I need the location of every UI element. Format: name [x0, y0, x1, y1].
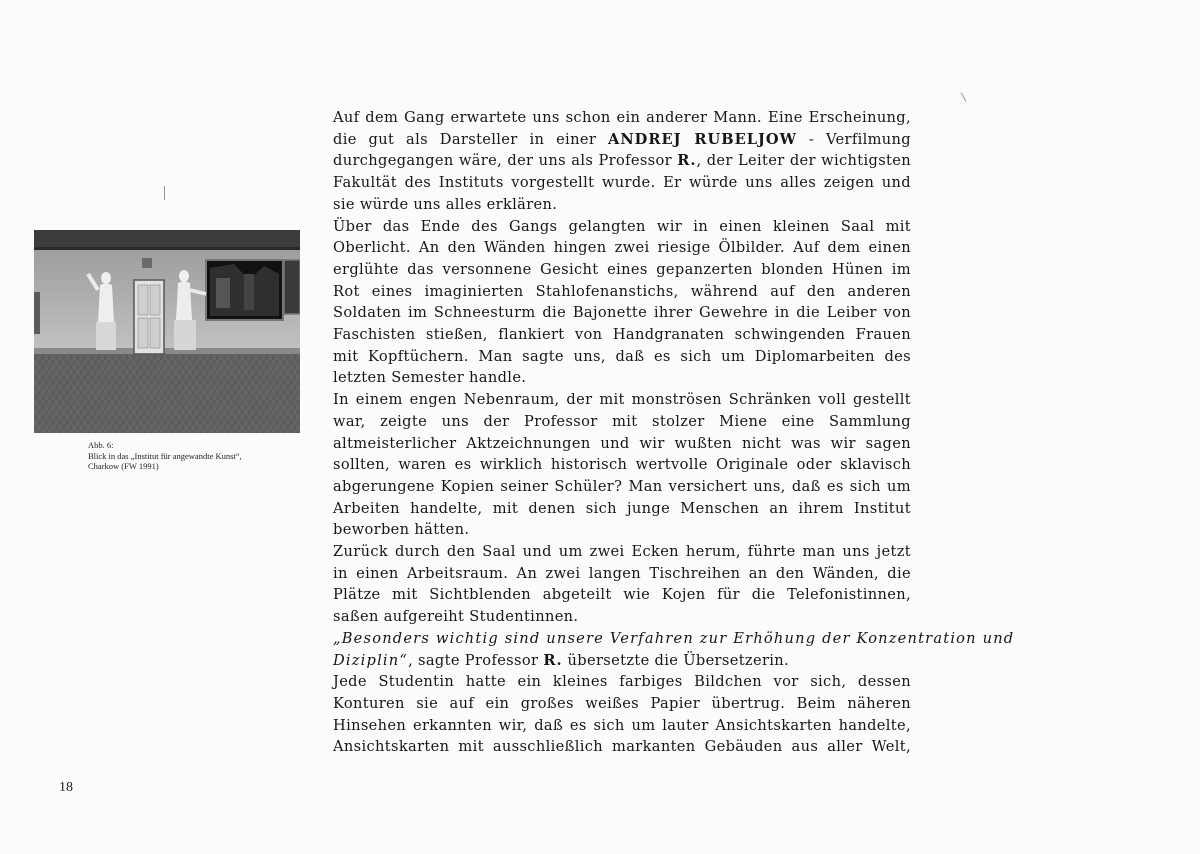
professor-initial: R. [543, 651, 563, 669]
text-line: war, zeigte uns der Professor mit stolzer Miene eine Sammlung [333, 412, 911, 430]
text-line: Rot eines imaginierten Stahlofenanstichs, während auf den anderen [333, 282, 911, 300]
text-line: Soldaten im Schneesturm die Bajonette ihrer Gewehre in die Leiber von [333, 304, 911, 322]
body-text [333, 107, 1015, 758]
text-line: letzten Semester handle. [333, 369, 527, 387]
caption-label: Abb. 6: [88, 440, 114, 450]
text-line: Oberlicht. An den Wänden hingen zwei riesige Ölbilder. Auf dem einen [333, 239, 911, 257]
text-line: sollten, waren es wirklich historisch wertvolle Originale oder sklavisch [333, 456, 911, 474]
text-line: mit Kopftüchern. Man sagte uns, daß es sich um Diplomarbeiten des [333, 347, 911, 365]
text-line: abgerungene Kopien seiner Schüler? Man versichert uns, daß es sich um [333, 477, 911, 495]
quote-line: „Besonders wichtig sind unsere Verfahren zur Erhöhung der Konzentration und [333, 629, 1015, 647]
quote-end: Diziplin“ [333, 651, 409, 669]
page-number: 18 [59, 780, 73, 795]
text-line: Konturen sie auf ein großes weißes Papier übertrug. Beim näheren [333, 694, 911, 712]
text-line: Arbeiten handelte, mit denen sich junge Menschen an ihrem Institut [333, 499, 911, 517]
text-line: Ansichtskarten mit ausschließlich markanten Gebäuden aus aller Welt, [333, 738, 911, 756]
text-line: Auf dem Gang erwartete uns schon ein anderer Mann. Eine Erscheinung, [333, 109, 911, 126]
text-line: Zurück durch den Saal und um zwei Ecken herum, führte man uns jetzt [333, 543, 911, 561]
text-line: in einen Arbeitsraum. An zwei langen Tischreihen an den Wänden, die [333, 564, 911, 582]
gallery-photo [34, 230, 300, 433]
text-line: Faschisten stießen, flankiert von Handgranaten schwingenden Frauen [333, 326, 911, 344]
text-line: altmeisterlicher Aktzeichnungen und wir wußten nicht was wir sagen [333, 434, 911, 452]
text-line: beworben hätten. [333, 521, 470, 539]
text-line: In einem engen Nebenraum, der mit monströsen Schränken voll gestellt [333, 391, 911, 409]
film-title: ANDREJ RUBELJOW [608, 130, 797, 148]
text-line: die gut als Darsteller in einer ANDREJ RUBELJOW - Verfilmung [333, 130, 912, 148]
caption-line: Blick in das „Institut für angewandte Kunst“, [88, 450, 242, 461]
text-line: erglühte das versonnene Gesicht eines gepanzerten blonden Hünen im [333, 260, 911, 278]
scan-mark [164, 186, 165, 200]
text-line: Diziplin“, sagte Professor R. übersetzte die Übersetzerin. [333, 651, 790, 669]
professor-initial: R. [677, 152, 697, 170]
caption-line: Charkow (FW 1991) [88, 461, 159, 471]
text-line: Hinsehen erkannten wir, daß es sich um lauter Ansichtskarten handelte, [333, 716, 911, 734]
text-line: durchgegangen wäre, der uns als Professor R., der Leiter der wichtigsten [333, 152, 911, 170]
text-line: sie würde uns alles erklären. [333, 195, 558, 213]
text-line: Fakultät des Instituts vorgestellt wurde. Er würde uns alles zeigen und [333, 174, 911, 192]
text-line: Plätze mit Sichtblenden abgeteilt wie Kojen für die Telefonistinnen, [333, 586, 911, 604]
text-line: saßen aufgereiht Studentinnen. [333, 608, 579, 626]
scan-mark [961, 92, 967, 101]
text-line: Jede Studentin hatte ein kleines farbiges Bildchen vor sich, dessen [333, 673, 911, 691]
figure-caption [88, 440, 298, 472]
text-line: Über das Ende des Gangs gelangten wir in einen kleinen Saal mit [333, 217, 911, 235]
